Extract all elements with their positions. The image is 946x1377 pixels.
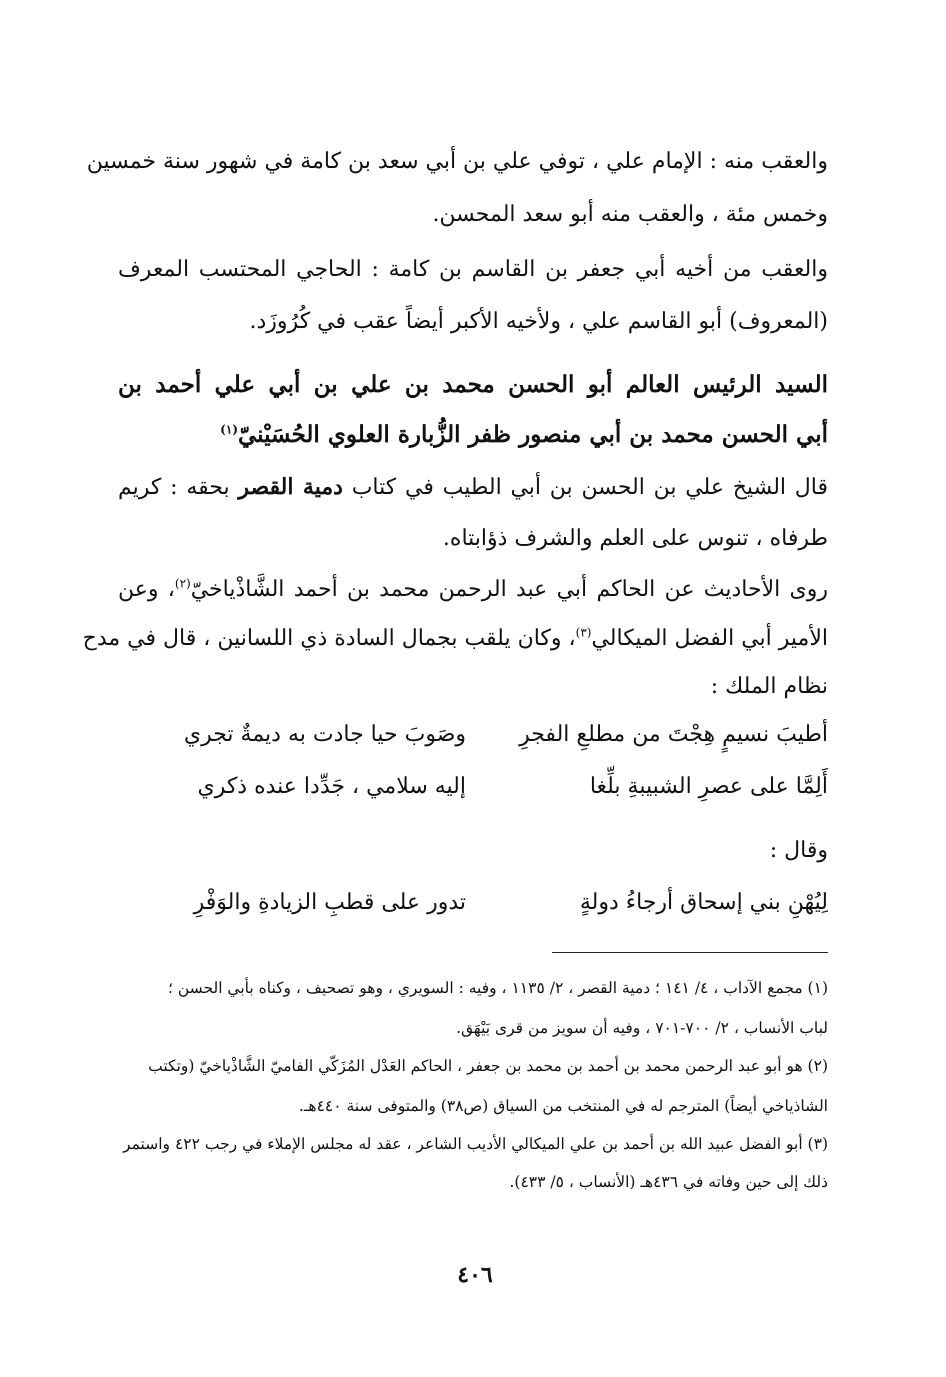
paragraph-2-line-2: (المعروف) أبو القاسم علي ، ولأخيه الأكبر أيضاً عقب في كُرُوزَد. xyxy=(249,309,828,334)
wa-qal-label: وقال : xyxy=(769,838,828,863)
verse-2-first-hemistich: أَلِمَّا على عصرِ الشبيبةِ بلِّغا xyxy=(589,774,828,799)
footnote-ref-3: (٣) xyxy=(575,625,592,640)
footnote-1-line-1: (١) مجمع الآداب ، ٤/ ١٤١ ؛ دمية القصر ، ٢/ ١١٣٥ ، وفيه : السويري ، وهو تصحيف ، وكناه بأبي الحسن ؛ xyxy=(167,979,828,997)
verse-3-first-hemistich: لِيُهْنِ بني إسحاق أرجاءُ دولةٍ xyxy=(579,890,828,915)
paragraph-1-line-2: وخمس مئة ، والعقب منه أبو سعد المحسن. xyxy=(432,202,828,227)
footnote-ref-2: (٢) xyxy=(174,576,191,591)
paragraph-4-line-3: نظام الملك : xyxy=(710,674,828,699)
verse-2-second-hemistich: إليه سلامي ، جَدِّدا عنده ذكري xyxy=(197,774,466,799)
section-heading-line-2 xyxy=(118,420,828,450)
footnote-2-line-2: الشاذياخي أيضاً) المترجم له في المنتخب من السياق (ص٣٨) والمتوفى سنة ٤٤٠هـ. xyxy=(298,1097,828,1115)
footnote-2-line-1: (٢) هو أبو عبد الرحمن محمد بن أحمد بن محمد بن جعفر ، الحاكم العَدْل المُزَكّي الفاميّ الشَّاذْياخيّ (وتكتب xyxy=(148,1057,828,1075)
section-heading-line-1: السيد الرئيس العالم أبو الحسن محمد بن علي بن أبي علي أحمد بن xyxy=(118,371,828,398)
paragraph-4-line-1 xyxy=(118,575,828,605)
paragraph-3-text-a: قال الشيخ علي بن الحسن بن أبي الطيب في كتاب xyxy=(351,475,828,500)
paragraph-4-line-2 xyxy=(82,624,828,654)
footnote-3-line-1: (٣) أبو الفضل عبيد الله بن أحمد بن علي الميكالي الأديب الشاعر ، عقد له مجلس الإملاء في رجب ٤٢٢ واستمر xyxy=(123,1135,828,1153)
verse-1-first-hemistich: أطيبَ نسيمٍ هِجْتَ من مطلعِ الفجرِ xyxy=(519,722,828,747)
paragraph-4-text-c: الأمير أبي الفضل الميكالي xyxy=(591,626,828,651)
book-title: دمية القصر xyxy=(238,474,343,500)
footnote-1-line-2: لباب الأنساب ، ٢/ ٧٠٠-٧٠١ ، وفيه أن سويز من قرى بَيْهَق. xyxy=(456,1019,828,1037)
footnote-separator xyxy=(552,952,828,953)
paragraph-3-text-b: بحقه : كريم xyxy=(118,475,230,500)
paragraph-3-line-2: طرفاه ، تنوس على العلم والشرف ذؤابتاه. xyxy=(442,526,828,551)
footnote-3-line-2: ذلك إلى حين وفاته في ٤٣٦هـ (الأنساب ، ٥/ ٤٣٣). xyxy=(509,1173,828,1191)
paragraph-2-line-1: والعقب من أخيه أبي جعفر بن القاسم بن كامة : الحاجي المحتسب المعرف xyxy=(118,257,828,282)
verse-3-second-hemistich: تدور على قطبِ الزيادةِ والوَفْرِ xyxy=(193,890,466,915)
footnote-ref-1: (١) xyxy=(220,422,238,437)
paragraph-4-text-b: ، وعن xyxy=(118,577,175,602)
verse-1-second-hemistich: وصَوبَ حيا جادت به ديمةٌ تجري xyxy=(183,722,466,747)
paragraph-4-text-d: ، وكان يلقب بجمال السادة ذي اللسانين ، قال في مدح xyxy=(82,626,576,651)
paragraph-4-text-a: روى الأحاديث عن الحاكم أبي عبد الرحمن محمد بن أحمد الشَّاذْياخيّ xyxy=(190,577,828,602)
heading-text: أبي الحسن محمد بن أبي منصور ظفر الزُّبارة العلوي الحُسَيْنيّ xyxy=(238,421,828,448)
page-number: ٤٠٦ xyxy=(457,1262,493,1288)
paragraph-1-line-1: والعقب منه : الإمام علي ، توفي علي بن أبي سعد بن كامة في شهور سنة خمسين xyxy=(86,149,828,174)
paragraph-3-line-1 xyxy=(118,472,828,503)
